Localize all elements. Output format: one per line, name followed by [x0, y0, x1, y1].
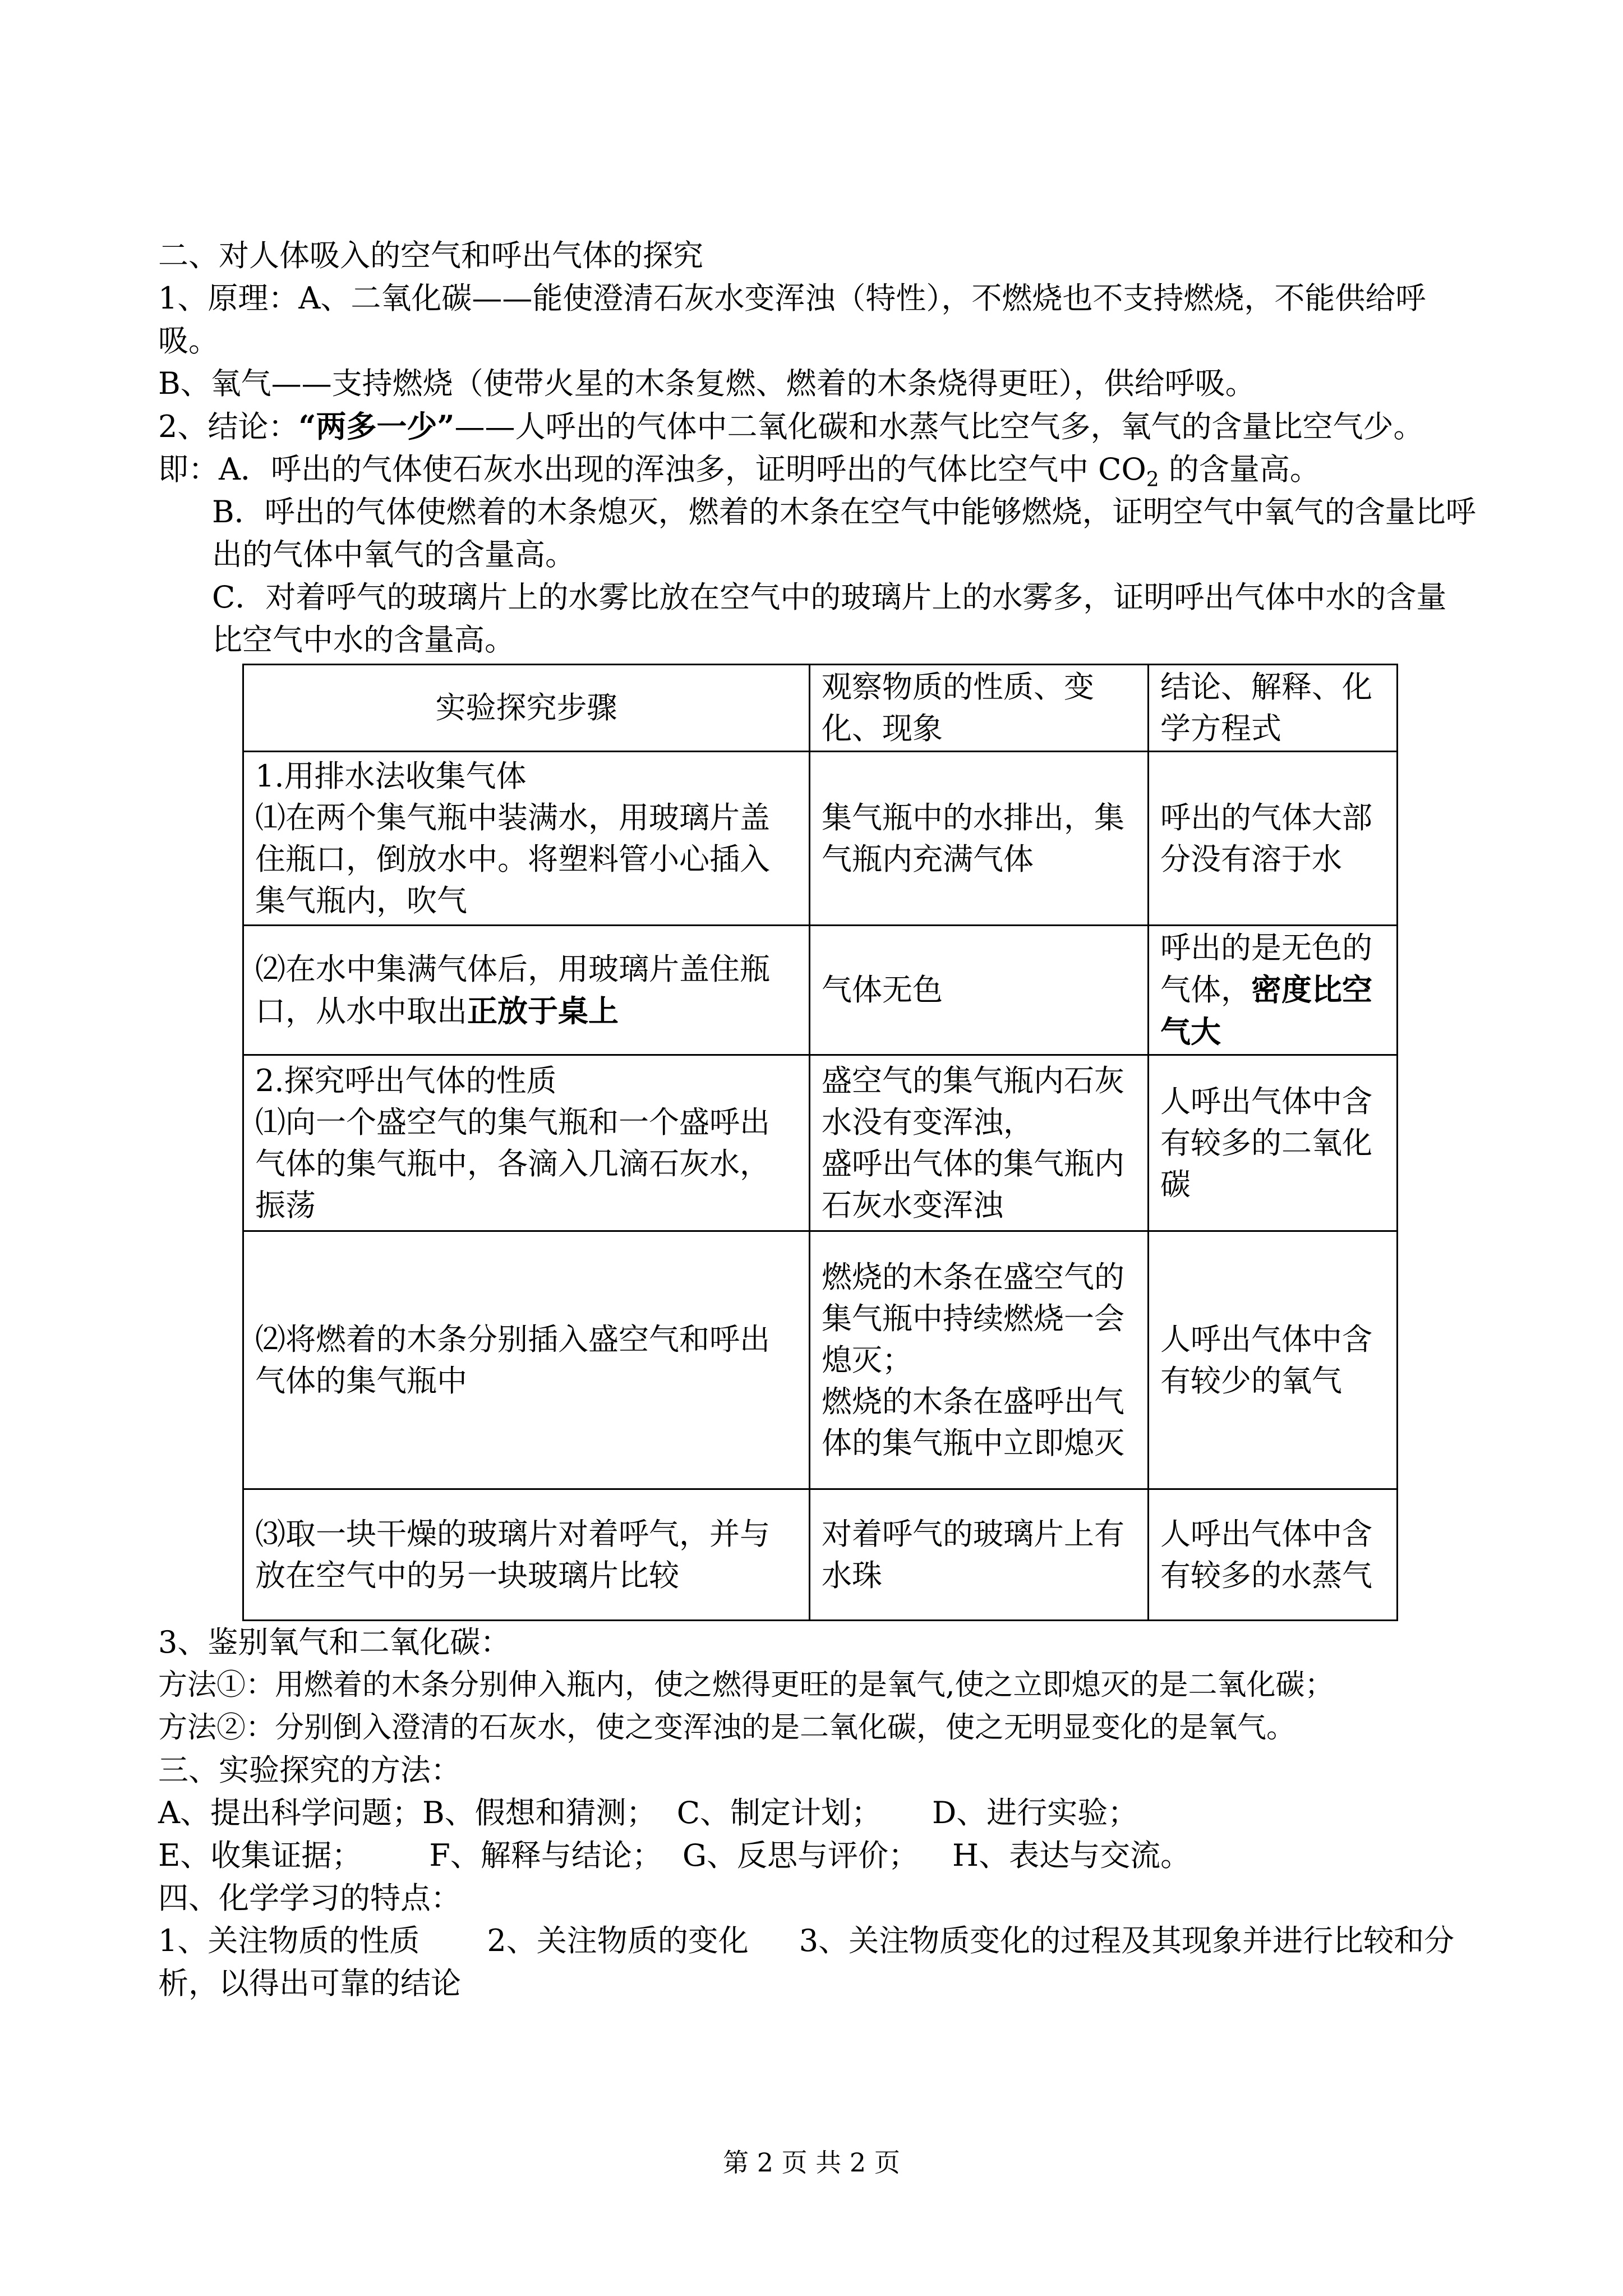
page-footer: 第 2 页 共 2 页 — [723, 2147, 900, 2178]
method-b: B、假想和猜测； — [422, 1795, 657, 1830]
methods-row-2 — [158, 1834, 1476, 1877]
header-conclusion: 结论、解释、化学方程式 — [1149, 665, 1398, 752]
observation-cell: 盛空气的集气瓶内石灰水没有变浑浊， 盛呼出气体的集气瓶内石灰水变浑浊 — [810, 1055, 1149, 1231]
step-cell: ⑵在水中集满气体后，用玻璃片盖住瓶口，从水中取出正放于桌上 — [243, 926, 810, 1055]
header-observation: 观察物质的性质、变化、现象 — [810, 665, 1149, 752]
observation-cell: 气体无色 — [810, 926, 1149, 1055]
table-row — [243, 1231, 1398, 1489]
method-e: E、收集证据； — [158, 1838, 362, 1873]
header-step: 实验探究步骤 — [243, 665, 810, 752]
feature-3: 3、关注物质变化的过程及其现象并进行比较和分析，以得出可靠的结论 — [158, 1923, 1455, 2001]
method-g: G、反思与评价； — [682, 1838, 919, 1873]
conclusion-cell: 呼出的气体大部分没有溶于水 — [1149, 752, 1398, 926]
evidence-a: 即：A．呼出的气体使石灰水出现的浑浊多，证明呼出的气体比空气中 $CO_2$ 的含量高。 — [158, 452, 1320, 491]
table-header-row — [243, 665, 1398, 752]
section-3-title: 三、实验探究的方法： — [158, 1752, 461, 1788]
conclusion-cell: 呼出的是无色的气体，密度比空气大 — [1149, 926, 1398, 1055]
method-a: A、提出科学问题； — [158, 1795, 422, 1830]
conclusion-highlight: “两多一少” — [298, 408, 455, 444]
step-cell: 2.探究呼出气体的性质 ⑴向一个盛空气的集气瓶和一个盛呼出气体的集气瓶中，各滴入几滴石灰水，振荡 — [243, 1055, 810, 1231]
identify-title: 3、鉴别氧气和二氧化碳： — [158, 1625, 511, 1660]
method-h: H、表达与交流。 — [952, 1838, 1191, 1873]
document-body — [158, 234, 1476, 2005]
evidence-c: C．对着呼气的玻璃片上的水雾比放在空气中的玻璃片上的水雾多，证明呼出气体中水的含量比空气中水的含量高。 — [212, 579, 1447, 657]
feature-2: 2、关注物质的变化 — [487, 1923, 749, 1958]
observation-cell: 燃烧的木条在盛空气的集气瓶中持续燃烧一会熄灭； 燃烧的木条在盛呼出气体的集气瓶中立即熄灭 — [810, 1231, 1149, 1489]
conclusion-cell: 人呼出气体中含有较少的氧气 — [1149, 1231, 1398, 1489]
method-d: D、进行实验； — [932, 1795, 1138, 1830]
section-4-title: 四、化学学习的特点： — [158, 1880, 461, 1916]
conclusion-cell: 人呼出气体中含有较多的水蒸气 — [1149, 1489, 1398, 1621]
table-row — [243, 752, 1398, 926]
step-cell: 1.用排水法收集气体 ⑴在两个集气瓶中装满水，用玻璃片盖住瓶口，倒放水中。将塑料管小心插入集气瓶内，吹气 — [243, 752, 810, 926]
features — [158, 1920, 1476, 2005]
method-2: 方法②：分别倒入澄清的石灰水，使之变浑浊的是二氧化碳，使之无明显变化的是氧气。 — [158, 1711, 1296, 1745]
evidence-b: B．呼出的气体使燃着的木条熄灭，燃着的木条在空气中能够燃烧，证明空气中氧气的含量比呼出的气体中氧气的含量高。 — [212, 494, 1476, 572]
table-row — [243, 1489, 1398, 1621]
method-c: C、制定计划； — [676, 1795, 882, 1830]
methods-row-1 — [158, 1792, 1476, 1834]
step-cell: ⑶取一块干燥的玻璃片对着呼气，并与放在空气中的另一块玻璃片比较 — [243, 1489, 810, 1621]
conclusion-cell: 人呼出气体中含有较多的二氧化碳 — [1149, 1055, 1398, 1231]
experiment-table — [242, 664, 1398, 1621]
observation-cell: 集气瓶中的水排出，集气瓶内充满气体 — [810, 752, 1149, 926]
table-row — [243, 926, 1398, 1055]
step-cell: ⑵将燃着的木条分别插入盛空气和呼出气体的集气瓶中 — [243, 1231, 810, 1489]
principle-o2: B、氧气——支持燃烧（使带火星的木条复燃、燃着的木条烧得更旺），供给呼吸。 — [158, 366, 1256, 401]
section-2-title: 二、对人体吸入的空气和呼出气体的探究 — [158, 238, 703, 273]
feature-1: 1、关注物质的性质 — [158, 1923, 420, 1958]
table-row — [243, 1055, 1398, 1231]
co2-subscript: 2 — [1146, 468, 1159, 491]
principle-co2: 1、原理：A、二氧化碳——能使澄清石灰水变浑浊（特性），不燃烧也不支持燃烧，不能供给呼吸。 — [158, 280, 1426, 358]
observation-cell: 对着呼气的玻璃片上有水珠 — [810, 1489, 1149, 1621]
method-1: 方法①：用燃着的木条分别伸入瓶内，使之燃得更旺的是氧气,使之立即熄灭的是二氧化碳； — [158, 1668, 1334, 1702]
method-f: F、解释与结论； — [429, 1838, 662, 1873]
conclusion: 2、结论：“两多一少”——人呼出的气体中二氧化碳和水蒸气比空气多，氧气的含量比空气少。 — [158, 408, 1424, 444]
